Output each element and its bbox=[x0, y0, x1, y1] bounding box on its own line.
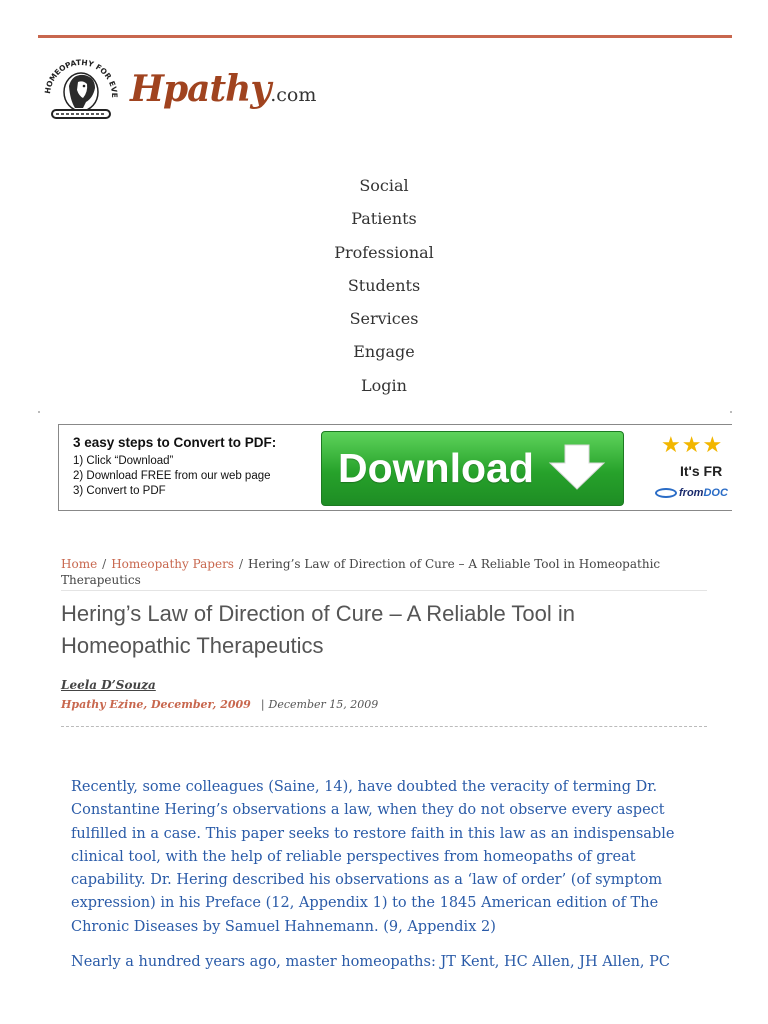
wordmark-tld: .com bbox=[270, 84, 317, 106]
article-meta bbox=[61, 698, 378, 711]
nav-item-patients[interactable]: Patients bbox=[351, 209, 417, 229]
author-link[interactable]: Leela D’Souza bbox=[61, 678, 156, 692]
breadcrumb-current: Hering’s Law of Direction of Cure – A Reliable Tool in Homeopathic Therapeutics bbox=[61, 557, 661, 587]
ad-brand bbox=[655, 487, 728, 499]
breadcrumb bbox=[61, 556, 671, 588]
fromdoc-logo-icon bbox=[655, 488, 677, 498]
breadcrumb-separator: / bbox=[102, 557, 107, 571]
ad-title: 3 easy steps to Convert to PDF: bbox=[73, 435, 277, 450]
rating-stars-icon: ★★★ bbox=[661, 433, 724, 458]
site-logo[interactable] bbox=[42, 52, 120, 124]
source-link[interactable]: Hpathy Ezine, December, 2009 bbox=[61, 698, 251, 711]
site-wordmark[interactable] bbox=[130, 68, 316, 110]
breadcrumb-separator: / bbox=[238, 557, 244, 571]
nav-divider-right bbox=[730, 411, 732, 413]
svg-text:HOMEOPATHY FOR EVERYONE: HOMEOPATHY FOR EVE bbox=[43, 57, 120, 98]
breadcrumb-divider bbox=[61, 590, 707, 591]
ad-steps bbox=[73, 435, 276, 499]
main-navigation bbox=[0, 172, 768, 405]
nav-divider-left bbox=[38, 411, 40, 413]
article-body bbox=[71, 776, 701, 986]
publish-date: December 15, 2009 bbox=[268, 698, 379, 711]
download-arrow-icon bbox=[546, 443, 608, 495]
hahnemann-portrait-icon bbox=[42, 52, 120, 124]
meta-divider bbox=[61, 726, 707, 727]
ad-step: 2) Download FREE from our web page bbox=[73, 470, 271, 482]
nav-item-students[interactable]: Students bbox=[347, 275, 421, 295]
top-accent-rule bbox=[38, 35, 732, 38]
wordmark-name: Hpathy bbox=[130, 68, 271, 110]
meta-separator: | bbox=[260, 698, 265, 711]
body-paragraph: Recently, some colleagues (Saine, 14), have doubted the veracity of terming Dr. Constantine Hering’s observations a law, when they do not observe every aspect fulfilled in a case. This paper seeks to restore faith in this law as an indispensable clinical tool, with the help of reliable perspectives from homeopaths of great capability. Dr. Hering described his observations as a ‘law of order’ (of symptom expression) in his Preface (12, Appendix 1) to the 1845 American edition of The Chronic Diseases by Samuel Hahnemann. (9, Appendix 2) bbox=[71, 779, 675, 935]
ad-free-text: It's FR bbox=[680, 463, 723, 479]
breadcrumb-category-link[interactable]: Homeopathy Papers bbox=[111, 557, 234, 571]
nav-item-engage[interactable]: Engage bbox=[353, 342, 415, 362]
ad-brand-suffix: DOC bbox=[703, 487, 728, 499]
ad-download-button[interactable] bbox=[321, 431, 624, 506]
ad-download-label: Download bbox=[338, 445, 534, 491]
pdf-converter-ad[interactable] bbox=[58, 424, 732, 511]
ad-brand-prefix: from bbox=[679, 487, 704, 499]
article-title: Hering’s Law of Direction of Cure – A Reliable Tool in Homeopathic Therapeutics bbox=[61, 601, 576, 658]
nav-item-social[interactable]: Social bbox=[359, 176, 409, 195]
breadcrumb-home-link[interactable]: Home bbox=[61, 557, 98, 571]
ad-step: 1) Click “Download” bbox=[73, 455, 174, 467]
nav-item-professional[interactable]: Professional bbox=[334, 242, 434, 262]
nav-item-services[interactable]: Services bbox=[349, 309, 419, 329]
nav-item-login[interactable]: Login bbox=[361, 375, 407, 395]
body-paragraph: Nearly a hundred years ago, master homeopaths: JT Kent, HC Allen, JH Allen, PC bbox=[71, 954, 670, 971]
ad-border bbox=[58, 425, 59, 510]
ad-step: 3) Convert to PDF bbox=[73, 485, 166, 497]
